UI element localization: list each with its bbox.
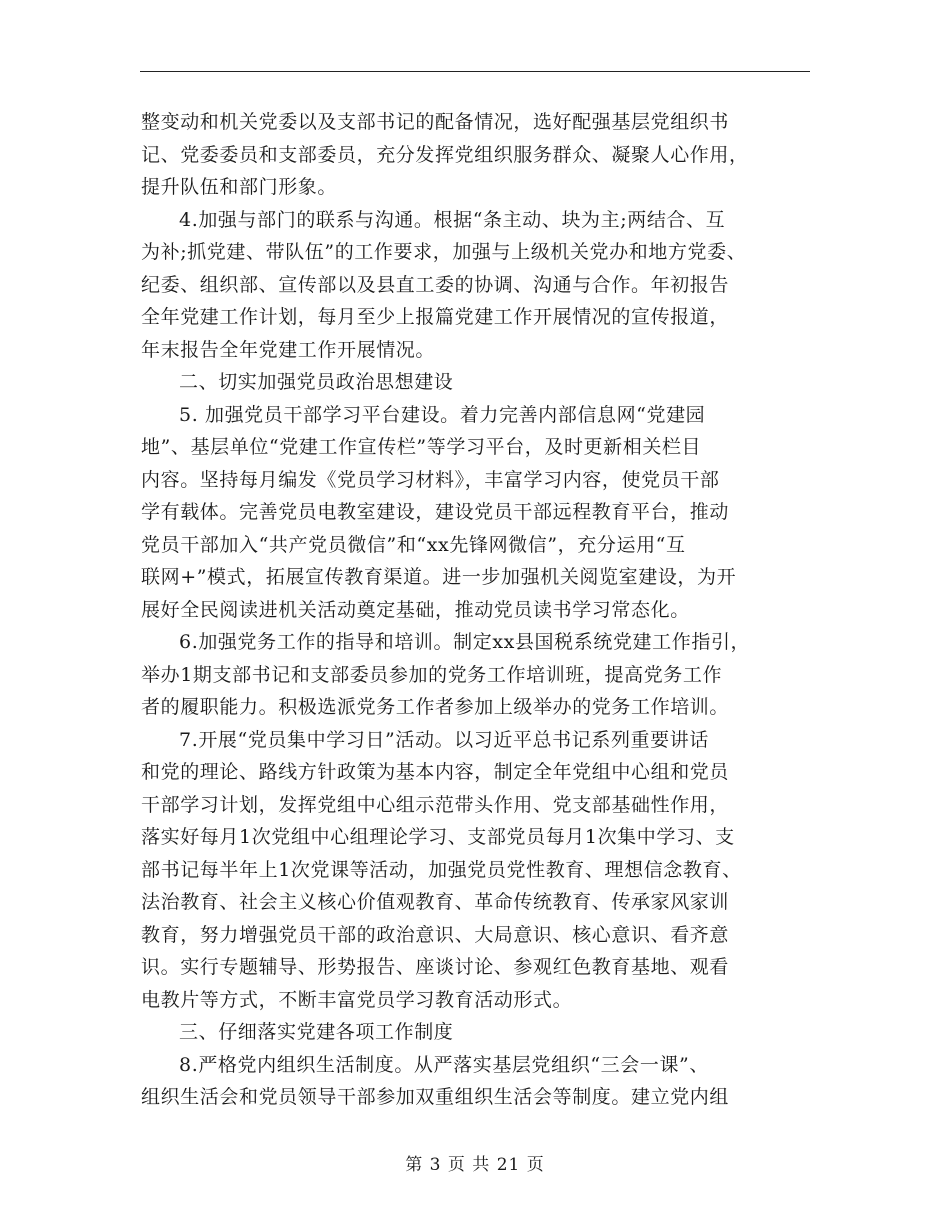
text-line: 提升队伍和部门形象。 [141,176,338,198]
text-line: 5. 加强党员干部学习平台建设。着力完善内部信息网“党建园 [179,403,706,426]
text-line: 8.严格党内组织生活制度。从严落实基层党组织“三会一课”、 [179,1053,709,1076]
text-line: 三、仔细落实党建各项工作制度 [179,1021,454,1043]
text-line: 者的履职能力。积极选派党务工作者参加上级举办的党务工作培训。 [141,696,730,718]
text-line: 为补;抓党建、带队伍”的工作要求，加强与上级机关党办和地方党委、 [141,241,747,263]
text-line: 7.开展“党员集中学习日”活动。以习近平总书记系列重要讲话 [179,728,709,751]
text-line: 干部学习计划，发挥党组中心组示范带头作用、党支部基础性作用， [141,793,730,816]
text-line: 组织生活会和党员领导干部参加双重组织生活会等制度。建立党内组 [141,1086,730,1108]
text-line: 年末报告全年党建工作开展情况。 [141,338,436,361]
text-line: 4.加强与部门的联系与沟通。根据“条主动、块为主;两结合、互 [179,208,726,231]
text-line: 教育，努力增强党员干部的政治意识、大局意识、核心意识、看齐意 [141,923,730,946]
text-line: 纪委、组织部、宣传部以及县直工委的协调、沟通与合作。年初报告 [141,273,730,296]
text-line: 和党的理论、路线方针政策为基本内容，制定全年党组中心组和党员 [141,761,730,783]
text-line: 记、党委委员和支部委员，充分发挥党组织服务群众、凝聚人心作用， [141,143,749,166]
text-line: 二、切实加强党员政治思想建设 [179,371,454,393]
text-line: 落实好每月1次党组中心组理论学习、支部党员每月1次集中学习、支 [141,826,735,848]
text-line: 党员干部加入“共产党员微信”和“xx先锋网微信”，充分运用“互 [141,533,686,556]
text-line: 联网+”模式，拓展宣传教育渠道。进一步加强机关阅览室建设，为开 [141,566,737,588]
text-line: 6.加强党务工作的指导和培训。制定xx县国税系统党建工作指引， [179,631,751,653]
text-line: 整变动和机关党委以及支部书记的配备情况，选好配强基层党组织书 [141,111,730,133]
text-line: 法治教育、社会主义核心价值观教育、革命传统教育、传承家风家训 [141,891,730,913]
text-line: 地”、基层单位“党建工作宣传栏”等学习平台，及时更新相关栏目 [141,436,702,458]
text-line: 举办1期支部书记和支部委员参加的党务工作培训班，提高党务工作 [141,663,723,686]
document-body [141,106,816,1114]
text-line: 全年党建工作计划，每月至少上报篇党建工作开展情况的宣传报道， [141,306,730,328]
text-line: 展好全民阅读进机关活动奠定基础，推动党员读书学习常态化。 [141,598,690,621]
header-rule [140,71,810,72]
text-line: 部书记每半年上1次党课等活动，加强党员党性教育、理想信念教育、 [141,858,742,881]
text-line: 学有载体。完善党员电教室建设，建设党员干部远程教育平台，推动 [141,501,730,523]
page-footer: 第 3 页 共 21 页 [405,1155,545,1175]
text-line: 识。实行专题辅导、形势报告、座谈讨论、参观红色教育基地、观看 [141,956,730,978]
text-line: 电教片等方式，不断丰富党员学习教育活动形式。 [141,988,573,1011]
text-line: 内容。坚持每月编发《党员学习材料》，丰富学习内容，使党员干部 [141,468,720,491]
